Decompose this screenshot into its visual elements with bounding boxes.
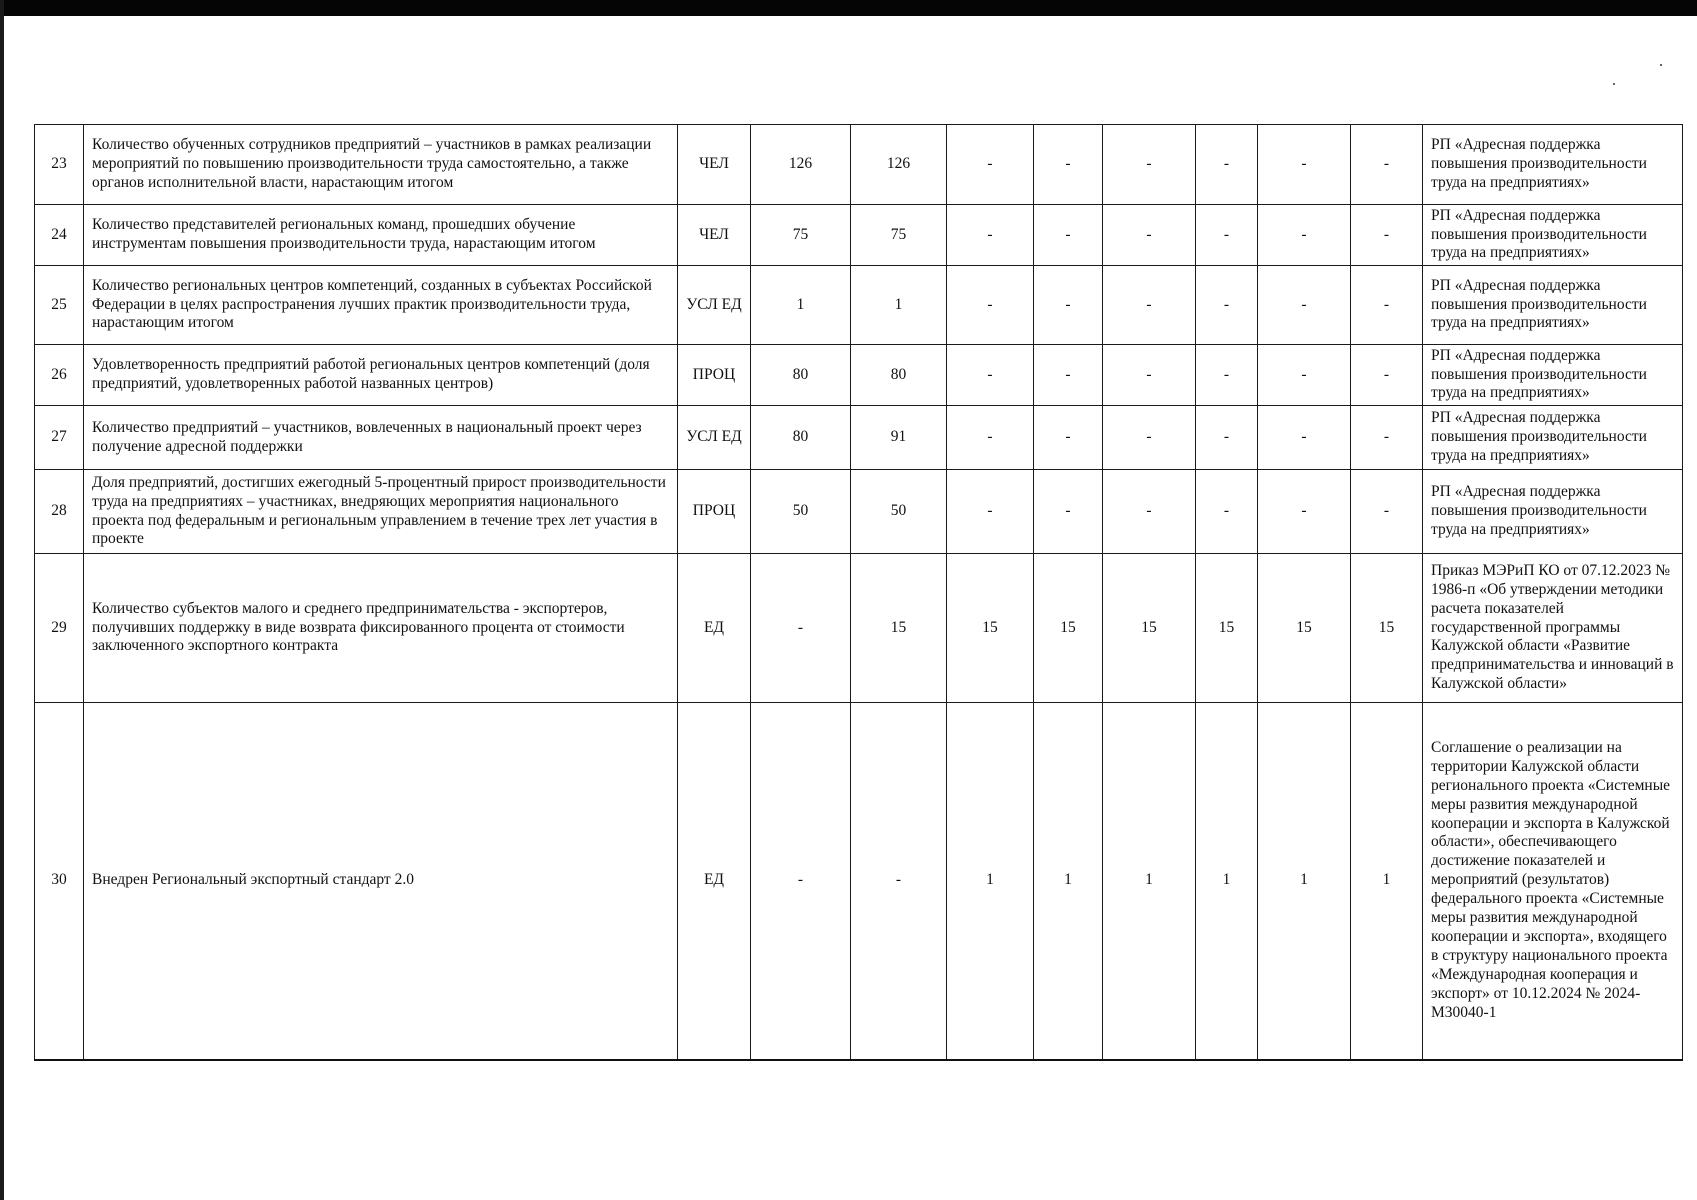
value-cell: - <box>1034 266 1103 345</box>
unit-of-measure: ПРОЦ <box>678 345 751 406</box>
source-document: РП «Адресная поддержка повышения производительности труда на предприятиях» <box>1423 345 1683 406</box>
value-cell: - <box>1258 345 1351 406</box>
value-cell: 1 <box>851 266 947 345</box>
value-cell: 1 <box>751 266 851 345</box>
source-document: РП «Адресная поддержка повышения производительности труда на предприятиях» <box>1423 125 1683 205</box>
scan-speck <box>1613 83 1615 85</box>
value-cell: - <box>1103 345 1196 406</box>
value-cell: - <box>1258 406 1351 470</box>
value-cell: - <box>1258 470 1351 554</box>
row-number: 27 <box>35 406 84 470</box>
value-cell: 15 <box>851 554 947 703</box>
value-cell: 50 <box>851 470 947 554</box>
value-cell: - <box>1258 125 1351 205</box>
row-number: 24 <box>35 205 84 266</box>
value-cell: - <box>1103 406 1196 470</box>
table-row <box>35 470 1683 554</box>
value-cell: - <box>1351 205 1423 266</box>
value-cell: 126 <box>851 125 947 205</box>
value-cell: 80 <box>751 406 851 470</box>
value-cell: - <box>947 205 1034 266</box>
value-cell: 1 <box>1034 703 1103 1060</box>
value-cell: - <box>851 703 947 1060</box>
value-cell: 126 <box>751 125 851 205</box>
value-cell: - <box>1034 205 1103 266</box>
value-cell: - <box>1034 125 1103 205</box>
row-number: 23 <box>35 125 84 205</box>
value-cell: 15 <box>1258 554 1351 703</box>
value-cell: - <box>947 125 1034 205</box>
table-row <box>35 345 1683 406</box>
indicator-name: Количество региональных центров компетенций, созданных в субъектах Российской Федерации в целях распространения лучших практик производительности труда, нарастающим итогом <box>84 266 678 345</box>
source-document: РП «Адресная поддержка повышения производительности труда на предприятиях» <box>1423 470 1683 554</box>
scan-speck <box>1660 64 1662 66</box>
row-number: 25 <box>35 266 84 345</box>
value-cell: 1 <box>1258 703 1351 1060</box>
indicator-name: Внедрен Региональный экспортный стандарт 2.0 <box>84 703 678 1060</box>
value-cell: - <box>1258 266 1351 345</box>
value-cell: 15 <box>1034 554 1103 703</box>
value-cell: 15 <box>1196 554 1258 703</box>
unit-of-measure: ЕД <box>678 703 751 1060</box>
value-cell: - <box>1351 406 1423 470</box>
value-cell: 15 <box>1351 554 1423 703</box>
unit-of-measure: ЕД <box>678 554 751 703</box>
value-cell: - <box>1103 205 1196 266</box>
table-row <box>35 406 1683 470</box>
source-document: РП «Адресная поддержка повышения производительности труда на предприятиях» <box>1423 266 1683 345</box>
value-cell: 1 <box>1103 703 1196 1060</box>
value-cell: - <box>1196 406 1258 470</box>
table-row <box>35 125 1683 205</box>
value-cell: - <box>1196 345 1258 406</box>
value-cell: - <box>1196 266 1258 345</box>
unit-of-measure: ЧЕЛ <box>678 125 751 205</box>
table-row <box>35 703 1683 1060</box>
indicator-name: Доля предприятий, достигших ежегодный 5-процентный прирост производительности труда на предприятиях – участниках, внедряющих мероприятия национального проекта под федеральным и региональным управлением в течение трех лет участия в проекте <box>84 470 678 554</box>
table-row <box>35 266 1683 345</box>
value-cell: 75 <box>851 205 947 266</box>
value-cell: - <box>947 266 1034 345</box>
value-cell: - <box>1351 266 1423 345</box>
value-cell: - <box>1103 125 1196 205</box>
row-number: 26 <box>35 345 84 406</box>
source-document: Приказ МЭРиП КО от 07.12.2023 № 1986-п «Об утверждении методики расчета показателей государственной программы Калужской области «Развитие предпринимательства и инноваций в Калужской области» <box>1423 554 1683 703</box>
value-cell: - <box>1103 470 1196 554</box>
value-cell: - <box>1103 266 1196 345</box>
value-cell: - <box>1351 125 1423 205</box>
value-cell: - <box>1196 125 1258 205</box>
value-cell: - <box>947 406 1034 470</box>
indicator-name: Количество субъектов малого и среднего предпринимательства - экспортеров, получивших поддержку в виде возврата фиксированного процента от стоимости заключенного экспортного контракта <box>84 554 678 703</box>
value-cell: 50 <box>751 470 851 554</box>
indicator-name: Удовлетворенность предприятий работой региональных центров компетенций (доля предприятий, удовлетворенных работой названных центров) <box>84 345 678 406</box>
indicators-table <box>34 124 1683 1061</box>
value-cell: 1 <box>947 703 1034 1060</box>
value-cell: 91 <box>851 406 947 470</box>
value-cell: - <box>1351 345 1423 406</box>
value-cell: 75 <box>751 205 851 266</box>
value-cell: - <box>751 703 851 1060</box>
indicator-name: Количество представителей региональных команд, прошедших обучение инструментам повышения производительности труда, нарастающим итогом <box>84 205 678 266</box>
value-cell: 1 <box>1196 703 1258 1060</box>
scan-left-border <box>0 0 4 1200</box>
value-cell: - <box>1034 345 1103 406</box>
value-cell: 80 <box>851 345 947 406</box>
value-cell: - <box>751 554 851 703</box>
table-row <box>35 205 1683 266</box>
scan-top-border <box>0 0 1697 16</box>
source-document: РП «Адресная поддержка повышения производительности труда на предприятиях» <box>1423 406 1683 470</box>
row-number: 30 <box>35 703 84 1060</box>
indicator-name: Количество обученных сотрудников предприятий – участников в рамках реализации мероприятий по повышению производительности труда самостоятельно, а также органов исполнительной власти, нарастающим итогом <box>84 125 678 205</box>
row-number: 28 <box>35 470 84 554</box>
value-cell: - <box>1258 205 1351 266</box>
unit-of-measure: ЧЕЛ <box>678 205 751 266</box>
unit-of-measure: УСЛ ЕД <box>678 266 751 345</box>
value-cell: 1 <box>1351 703 1423 1060</box>
source-document: Соглашение о реализации на территории Калужской области регионального проекта «Системные меры развития международной кооперации и экспорта в Калужской области», обеспечивающего достижение показателей и мероприятий (результатов) федерального проекта «Системные меры развития международной кооперации и экспорта», входящего в структуру национального проекта «Международная кооперация и экспорт» от 10.12.2024 № 2024-М30040-1 <box>1423 703 1683 1060</box>
value-cell: 15 <box>1103 554 1196 703</box>
value-cell: - <box>1034 406 1103 470</box>
value-cell: - <box>1351 470 1423 554</box>
source-document: РП «Адресная поддержка повышения производительности труда на предприятиях» <box>1423 205 1683 266</box>
value-cell: - <box>947 345 1034 406</box>
indicator-name: Количество предприятий – участников, вовлеченных в национальный проект через получение адресной поддержки <box>84 406 678 470</box>
row-number: 29 <box>35 554 84 703</box>
unit-of-measure: ПРОЦ <box>678 470 751 554</box>
value-cell: - <box>1196 470 1258 554</box>
unit-of-measure: УСЛ ЕД <box>678 406 751 470</box>
value-cell: 80 <box>751 345 851 406</box>
value-cell: 15 <box>947 554 1034 703</box>
value-cell: - <box>947 470 1034 554</box>
value-cell: - <box>1196 205 1258 266</box>
table-row <box>35 554 1683 703</box>
value-cell: - <box>1034 470 1103 554</box>
